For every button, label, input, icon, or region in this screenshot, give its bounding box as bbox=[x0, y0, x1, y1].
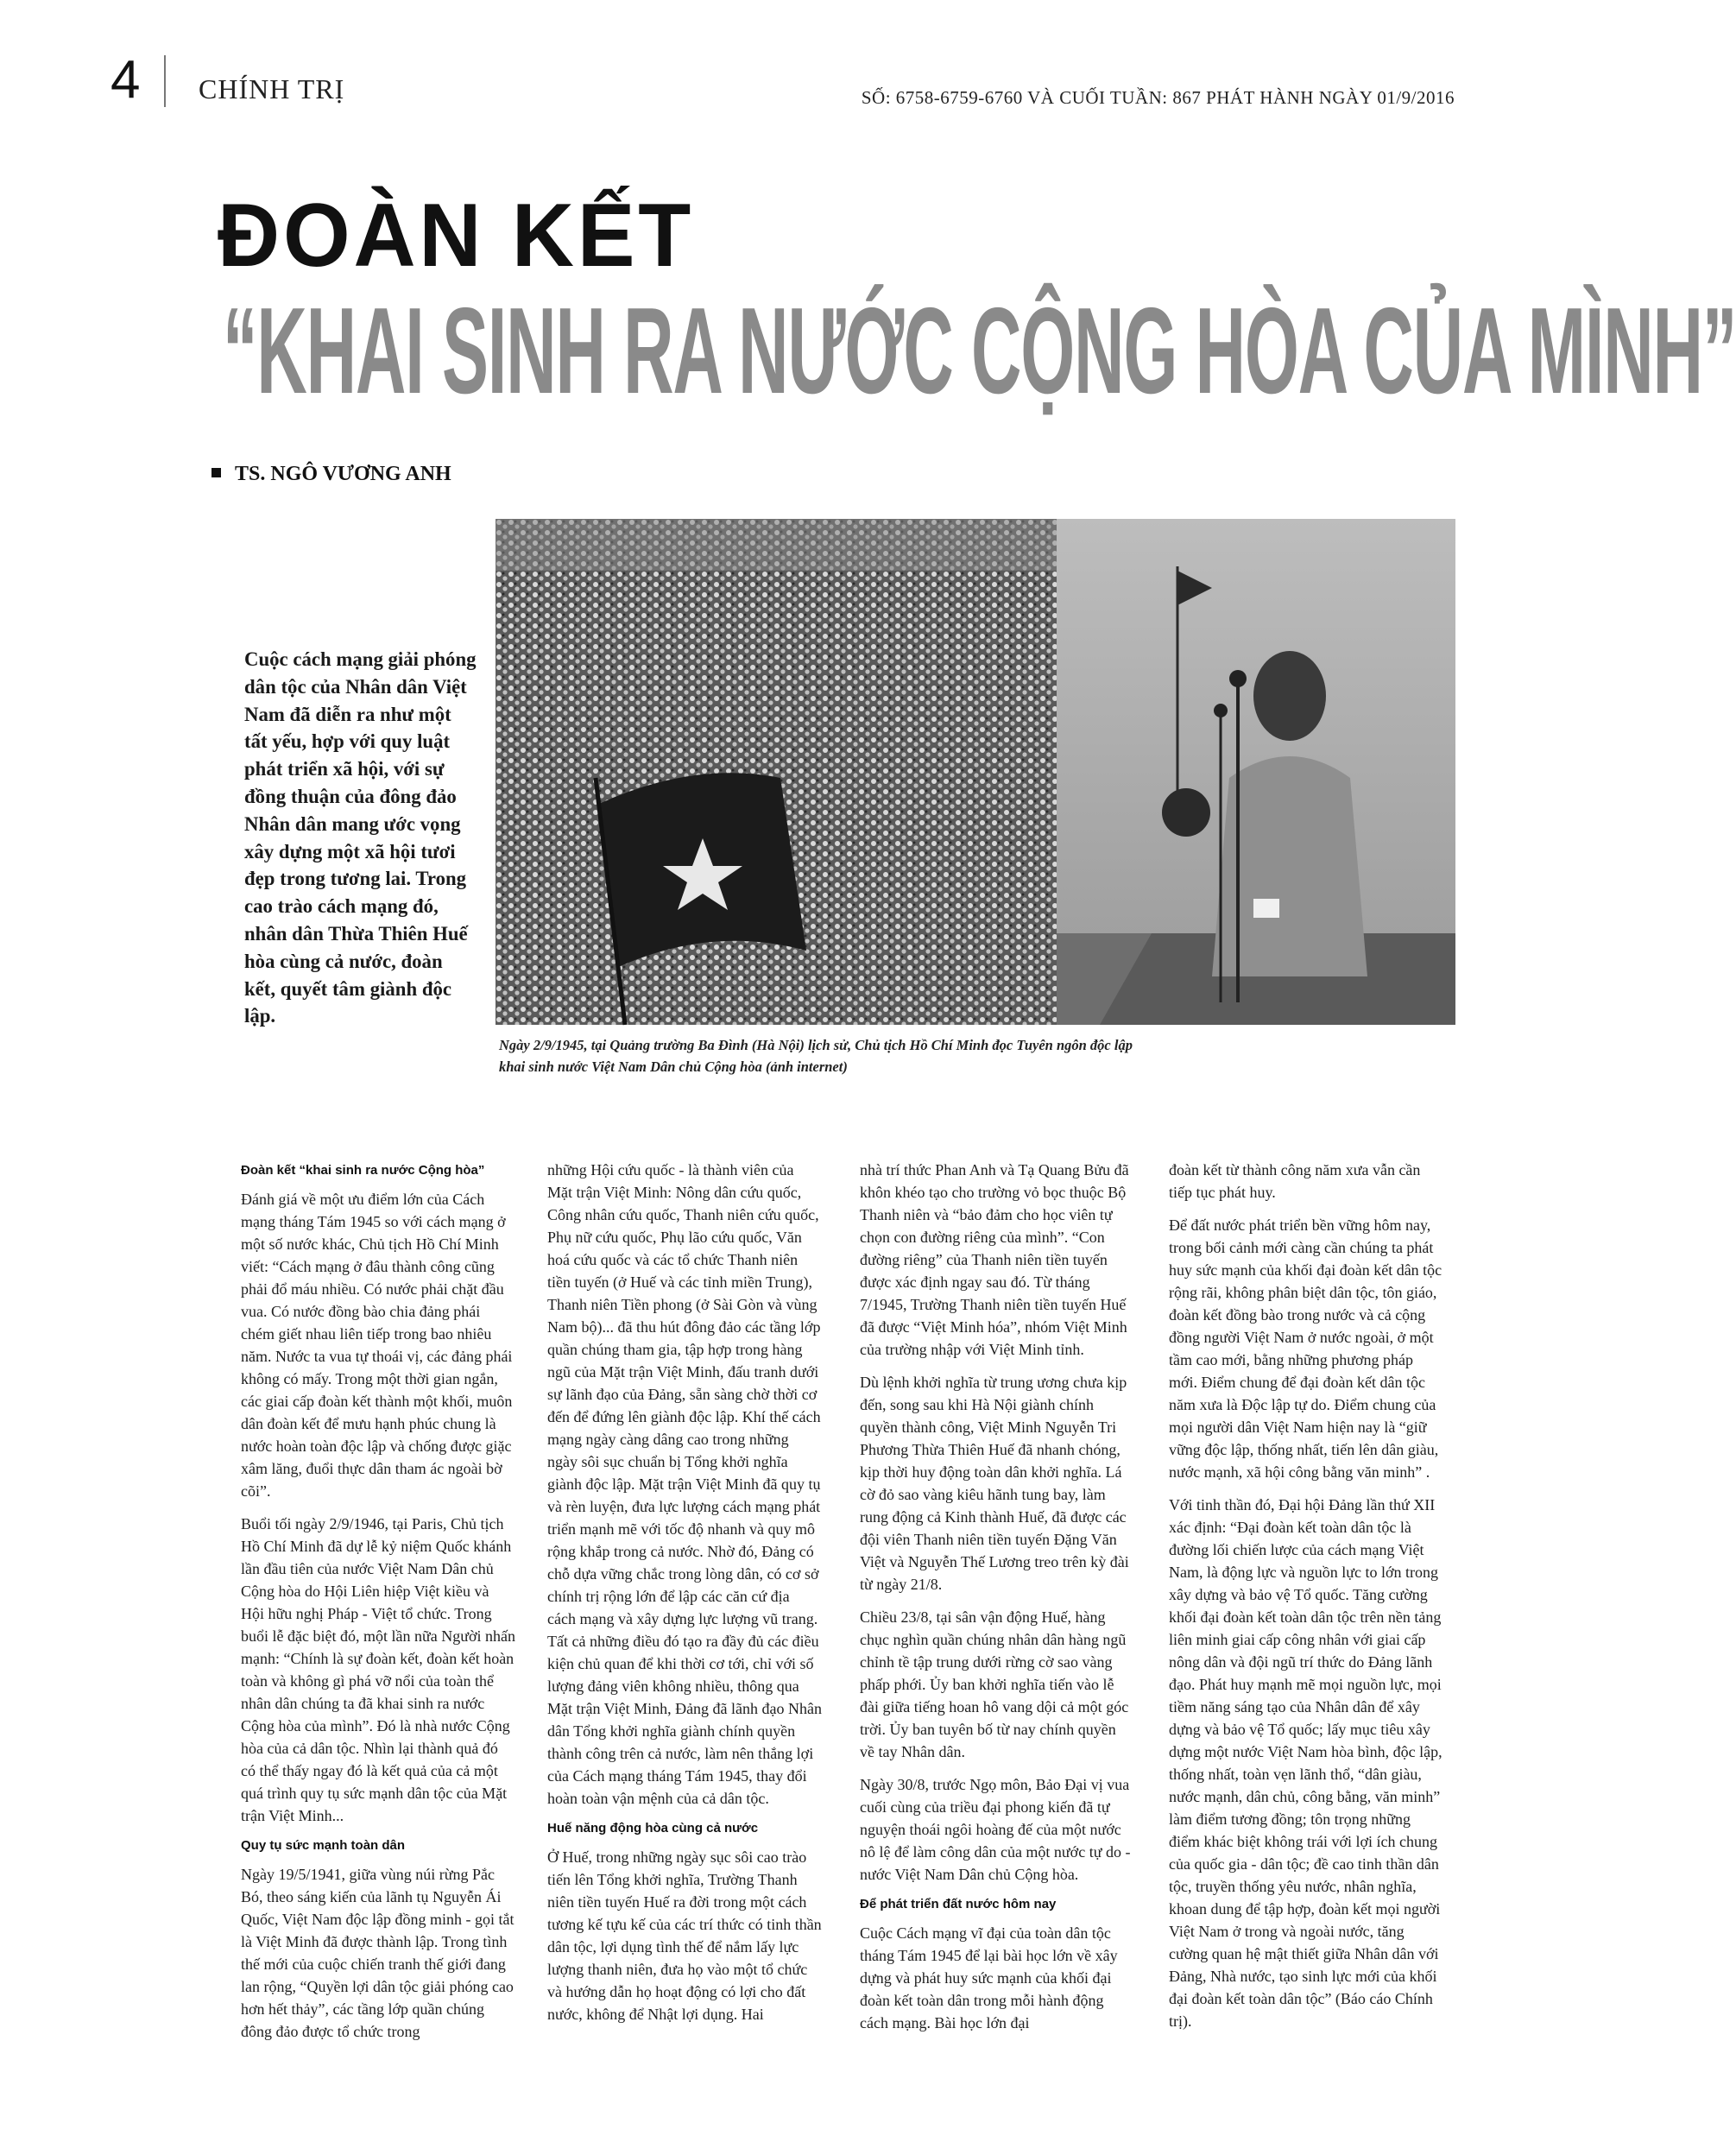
issue-info: SỐ: 6758-6759-6760 VÀ CUỐI TUẦN: 867 PHÁT HÀNH NGÀY 01/9/2016 bbox=[861, 87, 1455, 108]
headline-line1: ĐOÀN KẾT bbox=[218, 186, 695, 286]
page-number: 4 bbox=[110, 50, 141, 110]
body-column-4 bbox=[1169, 1159, 1443, 2043]
body-column-1 bbox=[241, 1159, 515, 2053]
header-divider bbox=[164, 55, 166, 107]
body-column-3 bbox=[860, 1159, 1134, 2044]
paragraph: Để đất nước phát triển bền vững hôm nay, trong bối cảnh mới càng cần chúng ta phát huy sức mạnh của khối đại đoàn kết dân tộc rộng rãi, không phân biệt dân tộc, tôn giáo, đoàn kết đồng bào trong nước và cả cộng đồng người Việt Nam ở nước ngoài, ở một tầm cao mới, bằng những phương pháp mới. Điểm chung để đại đoàn kết dân tộc năm xưa là Độc lập tự do. Điểm chung của mọi người dân Việt Nam hiện nay là “giữ vững độc lập, thống nhất, tiến lên dân giàu, nước mạnh, xã hội công bằng văn minh” . bbox=[1169, 1216, 1442, 1481]
paragraph: Buổi tối ngày 2/9/1946, tại Paris, Chủ tịch Hồ Chí Minh đã dự lễ kỷ niệm Quốc khánh lần đầu tiên của nước Việt Nam Dân chủ Cộng hòa do Hội Liên hiệp Việt kiều và Hội hữu nghị Pháp - Việt tổ chức. Trong buổi lễ đặc biệt đó, một lần nữa Người nhấn mạnh: “Chính là sự đoàn kết, đoàn kết hoàn toàn và không gì phá vỡ nổi của toàn thể nhân dân chúng ta đã khai sinh ra nước Cộng hòa của mình”. Đó là nhà nước Cộng hòa của cả dân tộc. Nhìn lại thành quả đó có thể thấy ngay đó là kết quả của cả một quá trình quy tụ sức mạnh dân tộc của Mặt trận Việt Minh... bbox=[241, 1515, 515, 1824]
paragraph: đoàn kết từ thành công năm xưa vẫn cần tiếp tục phát huy. bbox=[1169, 1161, 1421, 1201]
paragraph: những Hội cứu quốc - là thành viên của Mặt trận Việt Minh: Nông dân cứu quốc, Công nhân cứu quốc, Thanh niên cứu quốc, Phụ nữ cứu quốc, Phụ lão cứu quốc, Văn hoá cứu quốc và các tổ chức Thanh niên tiền tuyến (ở Huế và các tỉnh miền Trung), Thanh niên Tiền phong (ở Sài Gòn và vùng Nam bộ)... đã thu hút đông đảo các tầng lớp quần chúng tham gia, tập hợp trong hàng ngũ của Mặt trận Việt Minh, đấu tranh dưới sự lãnh đạo của Đảng, sẵn sàng chờ thời cơ đến để đứng lên giành độc lập. Khí thế cách mạng ngày càng dâng cao trong những ngày sôi sục chuẩn bị Tổng khởi nghĩa giành độc lập. Mặt trận Việt Minh đã quy tụ và rèn luyện, đưa lực lượng cách mạng phát triển mạnh mẽ với tốc độ nhanh và quy mô rộng khắp trong cả nước. Nhờ đó, Đảng có chỗ dựa vững chắc trong lòng dân, có cơ sở chính trị rộng lớn để lập các căn cứ địa cách mạng và xây dựng lực lượng vũ trang. Tất cả những điều đó tạo ra đầy đủ các điều kiện chủ quan để khi thời cơ tới, chỉ với số lượng đảng viên không nhiều, thông qua Mặt trận Việt Minh, Đảng đã lãnh đạo Nhân dân Tổng khởi nghĩa giành chính quyền thành công trên cả nước, làm nên thắng lợi của Cách mạng tháng Tám 1945, thay đổi hoàn toàn vận mệnh của cả dân tộc. bbox=[547, 1161, 823, 1807]
paragraph: Ở Huế, trong những ngày sục sôi cao trào tiến lên Tổng khởi nghĩa, Trường Thanh niên tiền tuyến Huế ra đời trong một cách tương kế tựu kế của các trí thức có tinh thần dân tộc, lợi dụng tình thế để nắm lấy lực lượng thanh niên, đưa họ vào một tổ chức và hướng dẫn họ hoạt động có lợi cho đất nước, không để Nhật lợi dụng. Hai bbox=[547, 1848, 822, 2023]
paragraph: Với tinh thần đó, Đại hội Đảng lần thứ XII xác định: “Đại đoàn kết toàn dân tộc là đường lối chiến lược của cách mạng Việt Nam, là động lực và nguồn lực to lớn trong xây dựng và bảo vệ Tổ quốc. Tăng cường khối đại đoàn kết toàn dân tộc trên nền tảng liên minh giai cấp công nhân với giai cấp nông dân và đội ngũ trí thức do Đảng lãnh đạo. Phát huy mạnh mẽ mọi nguồn lực, mọi tiềm năng sáng tạo của Nhân dân để xây dựng và bảo vệ Tổ quốc; lấy mục tiêu xây dựng một nước Việt Nam hòa bình, độc lập, thống nhất, toàn vẹn lãnh thổ, “dân giàu, nước mạnh, dân chủ, công bằng, văn minh” làm điểm tương đồng; tôn trọng những điểm khác biệt không trái với lợi ích chung của quốc gia - dân tộc; đề cao tinh thần dân tộc, truyền thống yêu nước, nhân nghĩa, khoan dung để tập hợp, đoàn kết mọi người Việt Nam ở trong và ngoài nước, tăng cường quan hệ mật thiết giữa Nhân dân với Đảng, Nhà nước, tạo sinh lực mới của khối đại đoàn kết toàn dân tộc” (Báo cáo Chính trị). bbox=[1169, 1496, 1442, 2030]
photo-caption bbox=[499, 1034, 1362, 1077]
subheading: Quy tụ sức mạnh toàn dân bbox=[241, 1838, 406, 1853]
lead-paragraph: Cuộc cách mạng giải phóng dân tộc của Nhân dân Việt Nam đã diễn ra như một tất yếu, hợp với quy luật phát triển xã hội, với sự đồng thuận của đông đảo Nhân dân mang ước vọng xây dựng một xã hội tươi đẹp trong tương lai. Trong cao trào cách mạng đó, nhân dân Thừa Thiên Huế hòa cùng cả nước, đoàn kết, quyết tâm giành độc lập. bbox=[244, 648, 477, 1027]
section-title: CHÍNH TRỊ bbox=[199, 73, 345, 104]
subheading: Để phát triển đất nước hôm nay bbox=[860, 1897, 1057, 1911]
paragraph: Đánh giá về một ưu điểm lớn của Cách mạng tháng Tám 1945 so với cách mạng ở một số nước khác, Chủ tịch Hồ Chí Minh viết: “Cách mạng ở đâu thành công cũng phải đổ máu nhiều. Có nước phải chặt đầu vua. Có nước đồng bào chia đảng phái chém giết nhau liên tiếp trong bao nhiêu năm. Nước ta vua tự thoái vị, các đảng phái không có mấy. Trong một thời gian ngắn, các giai cấp đoàn kết thành một khối, muôn dân đoàn kết để mưu hạnh phúc chung là nước hoàn toàn độc lập và chống được giặc xâm lăng, đuổi thực dân tham ác ngoài bờ cõi”. bbox=[241, 1191, 513, 1500]
paragraph: Chiều 23/8, tại sân vận động Huế, hàng chục nghìn quần chúng nhân dân hàng ngũ chỉnh tề tập trung dưới rừng cờ sao vàng phấp phới. Ủy ban khởi nghĩa tiến vào lễ đài giữa tiếng hoan hô vang dội cả một góc trời. Ủy ban tuyên bố từ nay chính quyền về tay Nhân dân. bbox=[860, 1608, 1129, 1760]
headline-line2: “KHAI SINH RA NƯỚC CỘNG HÒA CỦA MÌNH” bbox=[223, 282, 1736, 420]
byline bbox=[211, 462, 451, 486]
paragraph: Ngày 30/8, trước Ngọ môn, Bảo Đại vị vua cuối cùng của triều đại phong kiến đã tự nguyện thoái ngôi hoàng đế của một nước nô lệ để làm công dân của một nước tự do - nước Việt Nam Dân chủ Cộng hòa. bbox=[860, 1776, 1131, 1883]
paragraph: Cuộc Cách mạng vĩ đại của toàn dân tộc tháng Tám 1945 để lại bài học lớn về xây dựng và phát huy sức mạnh của khối đại đoàn kết toàn dân trong mỗi hành động cách mạng. Bài học lớn đại bbox=[860, 1924, 1118, 2031]
paragraph: nhà trí thức Phan Anh và Tạ Quang Bửu đã khôn khéo tạo cho trường vỏ bọc thuộc Bộ Thanh niên và “bảo đảm cho học viên tự chọn con đường riêng của mình”. “Con đường riêng” của Thanh niên tiền tuyến được xác định ngay sau đó. Từ tháng 7/1945, Trường Thanh niên tiền tuyến Huế đã được “Việt Minh hóa”, nhóm Việt Minh của trường nhập với Việt Minh tỉnh. bbox=[860, 1161, 1129, 1358]
author-name: TS. NGÔ VƯƠNG ANH bbox=[235, 463, 451, 485]
bullet-square-icon bbox=[211, 468, 221, 477]
paragraph: Dù lệnh khởi nghĩa từ trung ương chưa kịp đến, song sau khi Hà Nội giành chính quyền thành công, Việt Minh Nguyễn Tri Phương Thừa Thiên Huế đã nhanh chóng, kịp thời huy động toàn dân khởi nghĩa. Lá cờ đỏ sao vàng kiêu hãnh tung bay, làm rung động cả Kinh thành Huế, đã được các đội viên Thanh niên tiền tuyến Đặng Văn Việt và Nguyễn Thế Lương treo trên kỳ đài từ ngày 21/8. bbox=[860, 1374, 1129, 1593]
body-column-2 bbox=[547, 1159, 822, 2036]
photo-illustration bbox=[496, 519, 1455, 1025]
caption-line1: Ngày 2/9/1945, tại Quảng trường Ba Đình (Hà Nội) lịch sử, Chủ tịch Hồ Chí Minh đọc Tuyên ngôn độc lập bbox=[499, 1037, 1133, 1053]
subheading: Đoàn kết “khai sinh ra nước Cộng hòa” bbox=[241, 1163, 485, 1178]
subheading: Huế năng động hòa cùng cả nước bbox=[547, 1821, 759, 1836]
caption-line2: khai sinh nước Việt Nam Dân chủ Cộng hòa (ảnh internet) bbox=[499, 1058, 848, 1075]
article-photo bbox=[496, 519, 1455, 1025]
paragraph: Ngày 19/5/1941, giữa vùng núi rừng Pắc Bó, theo sáng kiến của lãnh tụ Nguyễn Ái Quốc, Việt Nam độc lập đồng minh - gọi tắt là Việt Minh đã được thành lập. Trong tình thế mới của cuộc chiến tranh thế giới đang lan rộng, “Quyền lợi dân tộc giải phóng cao hơn hết thảy”, các tầng lớp quần chúng đông đảo được tổ chức trong bbox=[241, 1866, 514, 2040]
